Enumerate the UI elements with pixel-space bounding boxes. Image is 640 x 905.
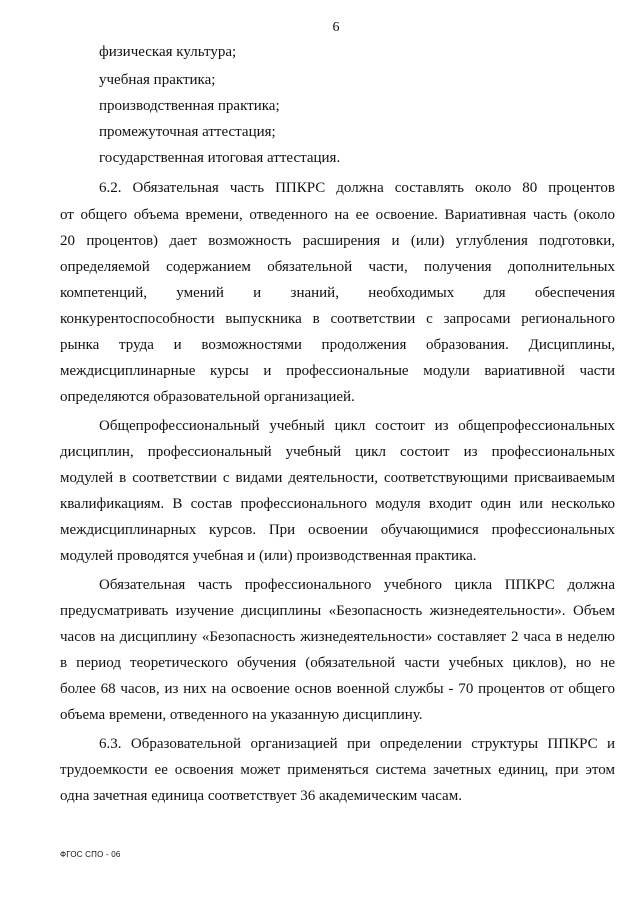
text-line: предусматривать изучение дисциплины «Безопасность жизнедеятельности». Объем [60, 603, 615, 619]
text-line: более 68 часов, из них на освоение основ военной службы - 70 процентов от общего [60, 681, 615, 697]
text-line: 6.2. Обязательная часть ППКРС должна составлять около 80 процентов [99, 180, 615, 196]
text-line: трудоемкости ее освоения может применяться система зачетных единиц, при этом [60, 762, 615, 778]
list-item: учебная практика; [99, 72, 216, 88]
text-line: компетенций, умений и знаний, необходимых для обеспечения [60, 285, 615, 301]
text-line: рынка труда и возможностями продолжения образования. Дисциплины, [60, 337, 615, 353]
list-item: производственная практика; [99, 98, 280, 114]
text-line: дисциплин, профессиональный учебный цикл состоит из профессиональных [60, 444, 615, 460]
list-item: физическая культура; [99, 44, 237, 60]
text-line: квалификациям. В состав профессионального модуля входит один или несколько [60, 496, 615, 512]
list-item: промежуточная аттестация; [99, 124, 276, 140]
text-line: междисциплинарные курсы и профессиональные модули вариативной части [60, 363, 615, 379]
page-number: 6 [332, 20, 340, 35]
text-line: 6.3. Образовательной организацией при определении структуры ППКРС и [99, 736, 615, 752]
text-line: Обязательная часть профессионального учебного цикла ППКРС должна [99, 577, 615, 593]
document-footer: ФГОС СПО - 06 [60, 850, 121, 859]
text-line: междисциплинарных курсов. При освоении обучающимися профессиональных [60, 522, 615, 538]
text-line: от общего объема времени, отведенного на ее освоение. Вариативная часть (около [60, 207, 615, 223]
text-line: одна зачетная единица соответствует 36 академическим часам. [60, 788, 462, 804]
text-line: часов на дисциплину «Безопасность жизнедеятельности» составляет 2 часа в неделю [60, 629, 615, 645]
text-line: конкурентоспособности выпускника в соответствии с запросами регионального [60, 311, 615, 327]
list-item: государственная итоговая аттестация. [99, 150, 341, 166]
text-line: определяемой содержанием обязательной части, получения дополнительных [60, 259, 615, 275]
text-line: модулей в соответствии с видами деятельности, соответствующими присваиваемым [60, 470, 615, 486]
text-line: определяются образовательной организацией. [60, 389, 355, 405]
text-line: в период теоретического обучения (обязательной части учебных циклов), но не [60, 655, 615, 671]
text-line: 20 процентов) дает возможность расширения и (или) углубления подготовки, [60, 233, 615, 249]
text-line: объема времени, отведенного на указанную дисциплину. [60, 707, 423, 723]
text-line: Общепрофессиональный учебный цикл состоит из общепрофессиональных [99, 418, 615, 434]
text-line: модулей проводятся учебная и (или) производственная практика. [60, 548, 477, 564]
